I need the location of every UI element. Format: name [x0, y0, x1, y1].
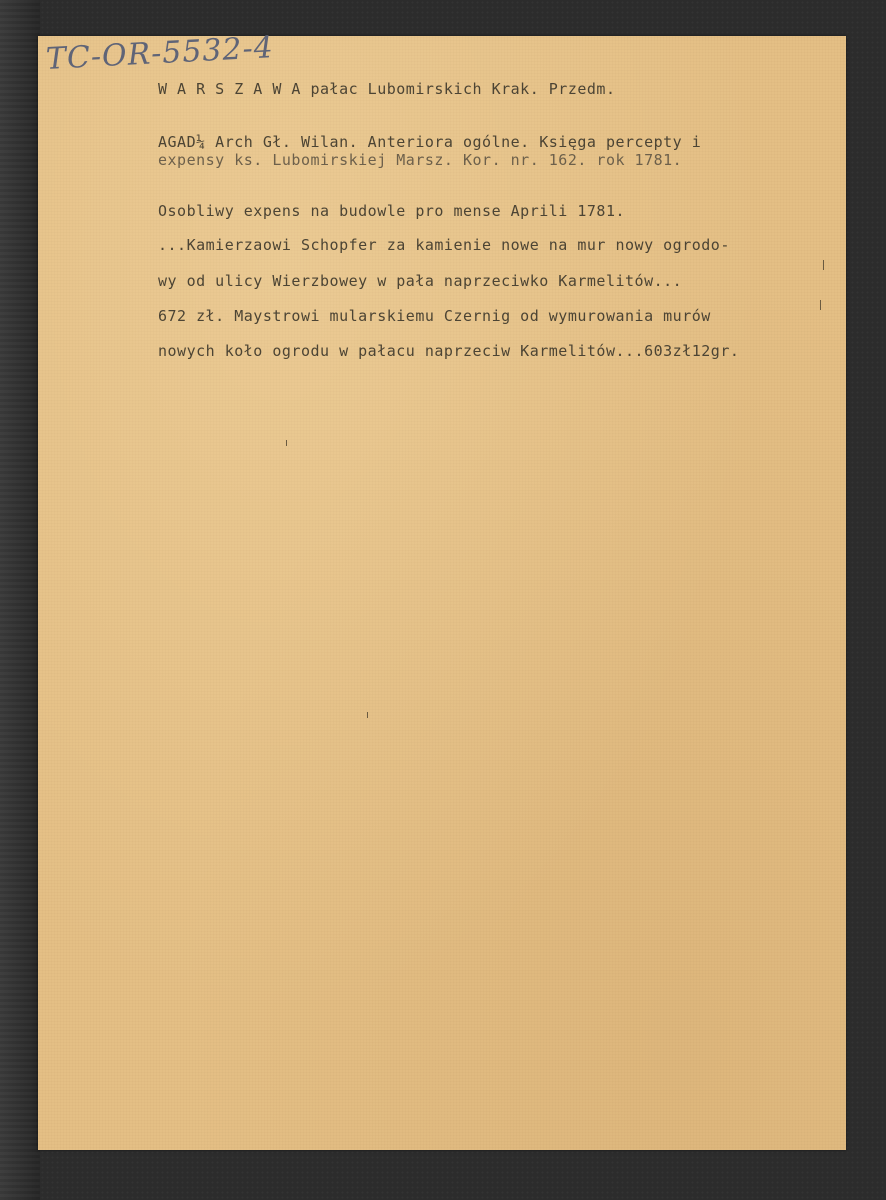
document-heading: W A R S Z A W A pałac Lubomirskich Krak. Przedm.: [158, 80, 616, 98]
body-line-2: ...Kamierzaowi Schopfer za kamienie nowe na mur nowy ogrodo-: [158, 236, 730, 254]
paper-speck: [823, 260, 824, 270]
manuscript-reference: TC-OR-5532-4: [45, 30, 275, 77]
binder-texture: [0, 0, 40, 1200]
paper-speck: [820, 300, 821, 310]
paper-speck: [367, 712, 368, 718]
body-line-5: nowych koło ogrodu w pałacu naprzeciw Karmelitów...603zł12gr.: [158, 342, 740, 360]
body-line-1: Osobliwy expens na budowle pro mense Aprili 1781.: [158, 202, 626, 220]
body-line-4: 672 zł. Maystrowi mularskiemu Czernig od wymurowania murów: [158, 307, 711, 325]
source-line-1: AGAD¼ Arch Gł. Wilan. Anteriora ogólne. Księga percepty i: [158, 133, 702, 151]
body-line-3: wy od ulicy Wierzbowey w pała naprzeciwko Karmelitów...: [158, 272, 683, 290]
paper-speck: [286, 440, 287, 446]
source-line-2: expensy ks. Lubomirskiej Marsz. Kor. nr. 162. rok 1781.: [158, 151, 683, 169]
